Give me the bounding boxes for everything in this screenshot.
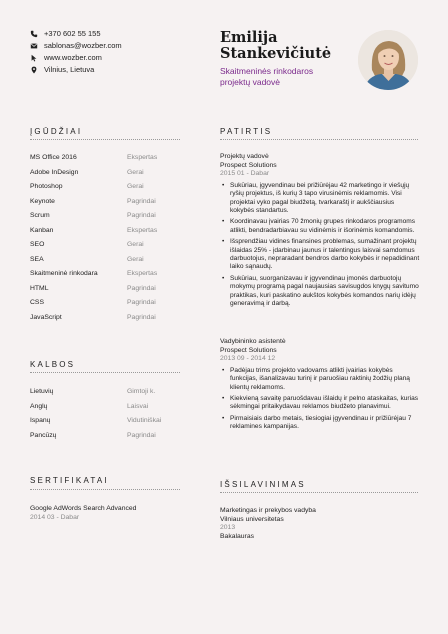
skill-level: Ekspertas (127, 154, 158, 161)
job-bullet: • Sukūriau, įgyvendinau bei prižiūrėjau 42 marketingo ir viešųjų ryšių projektus, iš kurių 3 tapo virusinėmis reklamomis. Visi projektai vyko pagal biudžetą, tvarkaraštį ir aukščiausius kokybės standartus. (230, 182, 420, 216)
education-year: 2013 (220, 524, 236, 532)
job-title: Skaitmeninės rinkodaros projektų vadovė (220, 66, 314, 87)
skill-name: SEA (30, 255, 44, 263)
skill-name: Keynote (30, 197, 55, 205)
job-bullet: • Padėjau trims projekto vadovams atlikti įvairias kokybės funkcijas, išanalizavau turinį ir paruošiau raktinių žodžių planą klientų reklamoms. (230, 367, 420, 392)
skill-level: Gerai (127, 183, 144, 190)
job-dates: 2013 09 - 2014 12 (220, 355, 276, 363)
education-entry (220, 507, 420, 541)
education-school: Vilniaus universitetas (220, 515, 284, 523)
location-pin-icon (30, 66, 38, 74)
language-level: Vidutiniškai (127, 417, 162, 424)
skill-level: Ekspertas (127, 270, 158, 277)
experience-divider (220, 139, 418, 140)
website-text: www.wozber.com (44, 53, 102, 62)
phone-icon (30, 30, 38, 38)
skill-name: Photoshop (30, 183, 63, 190)
contact-phone (30, 29, 101, 38)
job-company: Prospect Solutions (220, 161, 277, 169)
experience-heading: PATIRTIS (220, 127, 273, 136)
cursor-icon (30, 54, 38, 62)
job-company: Prospect Solutions (220, 346, 277, 354)
language-level: Pagrindai (127, 432, 156, 439)
skill-name: Kanban (30, 226, 54, 234)
skill-name: Skaitmeninė rinkodara (30, 270, 98, 277)
skill-level: Pagrindai (127, 197, 156, 205)
language-level: Gimtoji k. (127, 388, 156, 395)
skill-level: Pagrindai (127, 284, 156, 292)
skill-name: SEO (30, 241, 45, 248)
certificate-name: Google AdWords Search Advanced (30, 505, 137, 512)
job-bullet: • Koordinavau įvairias 70 žmonių grupes rinkodaros programoms atlikti, bendradarbiavau su vidinėmis ir išorinėmis komandomis. (230, 218, 420, 235)
skill-level: Gerai (127, 241, 144, 248)
last-name: Stankevičiutė (220, 45, 332, 62)
skill-level: Ekspertas (127, 226, 158, 234)
job-dates: 2015 01 - Dabar (220, 170, 270, 178)
education-heading: IŠSILAVINIMAS (220, 480, 306, 489)
full-name (220, 30, 331, 62)
skill-level: Gerai (127, 255, 144, 263)
skill-name: Scrum (30, 212, 50, 219)
education-divider (220, 492, 418, 493)
skill-name: Adobe InDesign (30, 168, 79, 176)
skill-level: Gerai (127, 168, 144, 176)
mail-icon (30, 42, 38, 50)
job-bullet: • Kiekvieną savaitę paruošdavau išlaidų ir pelno ataskaitas, kurias sėkmingai pritaikydavau reklamos biudžeto planavimui. (230, 395, 420, 412)
languages-divider (30, 372, 180, 373)
skill-level: Pagrindai (127, 313, 156, 321)
certificate-date: 2014 03 - Dabar (30, 514, 80, 521)
job-bullet: • Išsprendžiau vidines finansines problemas, sumažinant projektų išlaidas 25% - įdarbinau jaunus ir talentingus laisvai samdomus darbuotojus, nepraradant bendros darbo kokybės ir nepadidinant laiko sąnaudų. (230, 238, 420, 272)
skills-divider (30, 139, 180, 140)
job-bullet: • Pirmaisiais darbo metais, tiesiogiai įgyvendinau ir prižiūrėjau 7 reklamines kampanijas. (230, 415, 420, 432)
first-name: Emilija (220, 29, 278, 46)
skill-name: CSS (30, 299, 44, 306)
certificates-heading: SERTIFIKATAI (30, 476, 109, 485)
contact-location (30, 65, 94, 74)
skill-name: HTML (30, 284, 49, 292)
profile-photo (358, 30, 418, 90)
job-bullet: • Sukūriau, suorganizavau ir įgyvendinau įmonės darbuotojų mokymų programą pagal naujausias savisugdos knygų savitumo praktikas, kuri paskatino aukštos kokybės komandos narių idėjų generavimą ir darbą. (230, 275, 420, 309)
contact-email (30, 41, 122, 50)
certificates-divider (30, 489, 180, 490)
language-name: Anglų (30, 403, 48, 410)
skill-level: Pagrindai (127, 212, 156, 219)
education-degree: Bakalauras (220, 532, 255, 540)
job-role: Vadybininko asistentė (220, 338, 286, 345)
skills-heading: ĮGŪDŽIAI (30, 127, 83, 136)
experience-entry (220, 338, 420, 435)
job-bullets (220, 182, 420, 309)
skill-name: JavaScript (30, 313, 62, 321)
language-name: Lietuvių (30, 388, 54, 395)
contact-website (30, 53, 102, 62)
email-text: sablonas@wozber.com (44, 41, 122, 50)
location-text: Vilnius, Lietuva (44, 65, 95, 74)
skill-level: Pagrindai (127, 299, 156, 306)
language-name: Pancūzų (30, 432, 57, 439)
job-bullets (220, 367, 420, 432)
languages-heading: KALBOS (30, 360, 76, 369)
language-level: Laisvai (127, 403, 149, 410)
skill-name: MS Office 2016 (30, 154, 77, 161)
experience-entry (220, 153, 420, 311)
job-role: Projektų vadovė (220, 153, 269, 160)
education-field: Marketingas ir prekybos vadyba (220, 507, 316, 514)
language-name: Ispanų (30, 417, 51, 424)
portrait-illustration (358, 30, 418, 90)
phone-text: +370 602 55 155 (44, 29, 101, 38)
